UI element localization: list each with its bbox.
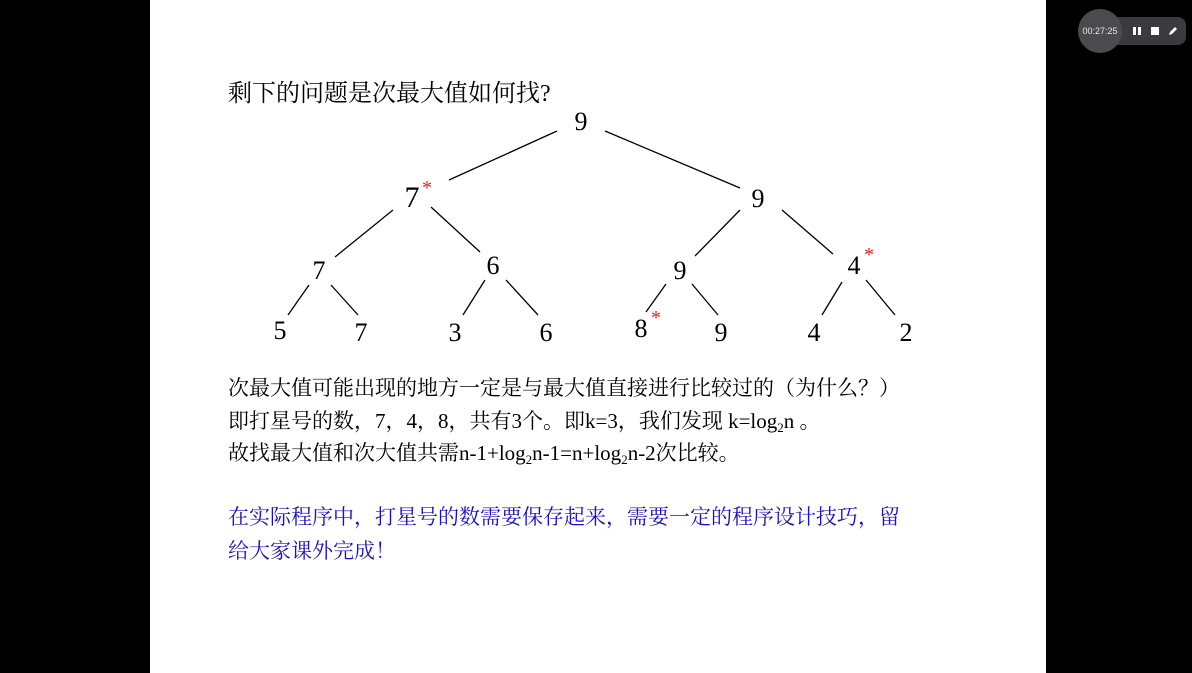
tree-node: 9 <box>574 107 588 136</box>
explanation-line-3 <box>228 437 740 468</box>
slide-title: 剩下的问题是次最大值如何找? <box>228 81 551 107</box>
star-marker: * <box>651 307 661 329</box>
explanation-line-1: 次最大值可能出现的地方一定是与最大值直接进行比较过的（为什么？） <box>228 376 900 400</box>
explanation-line-2 <box>228 405 821 436</box>
line3-text-a: 故找最大值和次大值共需n-1+log <box>228 441 526 465</box>
tree-node: 5 <box>273 316 287 345</box>
line3-text-c: n-2次比较。 <box>627 441 740 465</box>
tree-node: 6 <box>486 251 500 280</box>
tree-node: 9 <box>751 184 765 213</box>
line3-subscript-1: 2 <box>525 452 533 467</box>
tree-node: 7 <box>354 318 368 347</box>
recording-timer: 00:27:25 <box>1078 9 1122 53</box>
tree-edge <box>335 210 393 257</box>
line2-text-b: n 。 <box>783 409 821 433</box>
star-marker: * <box>864 244 874 266</box>
tree-node: 7 <box>312 256 326 285</box>
tree-node: 6 <box>539 318 553 347</box>
tree-node: 2 <box>899 318 913 347</box>
tree-edge <box>431 207 480 252</box>
pause-icon <box>1132 26 1142 36</box>
tree-edge <box>288 285 309 315</box>
tree-edge <box>449 131 557 180</box>
tree-diagram <box>150 0 1046 360</box>
pen-button[interactable] <box>1165 23 1181 39</box>
tree-node: 4 <box>807 318 821 347</box>
tree-node: 9 <box>673 256 687 285</box>
pen-icon <box>1167 25 1179 37</box>
note-line-2: 给大家课外完成！ <box>228 539 396 563</box>
tree-node: 4 <box>847 251 861 280</box>
note-line-1: 在实际程序中，打星号的数需要保存起来，需要一定的程序设计技巧，留 <box>228 505 900 529</box>
stop-button[interactable] <box>1147 23 1163 39</box>
star-marker: * <box>422 177 432 199</box>
line2-subscript: 2 <box>777 420 784 435</box>
tree-edge <box>866 280 895 315</box>
tree-edge <box>695 210 740 256</box>
tree-edge <box>506 280 538 315</box>
tree-edge <box>463 280 485 315</box>
line3-subscript-2: 2 <box>621 452 628 467</box>
line2-text-a: 即打星号的数，7，4，8，共有3个。即k=3，我们发现 k=log <box>228 409 778 433</box>
line3-text-b: n-1=n+log <box>532 441 622 465</box>
tree-edge <box>692 284 718 315</box>
tree-node: 3 <box>448 318 462 347</box>
tree-edge <box>782 210 833 254</box>
pause-button[interactable] <box>1129 23 1145 39</box>
tree-edge <box>822 282 842 315</box>
tree-node: 7 <box>404 181 420 214</box>
recording-widget <box>1078 9 1186 53</box>
tree-node: 8 <box>634 314 648 343</box>
slide <box>150 0 1046 673</box>
tree-node: 9 <box>714 318 728 347</box>
stop-icon <box>1150 26 1160 36</box>
tree-edge <box>605 131 740 188</box>
tree-edge <box>331 285 358 315</box>
